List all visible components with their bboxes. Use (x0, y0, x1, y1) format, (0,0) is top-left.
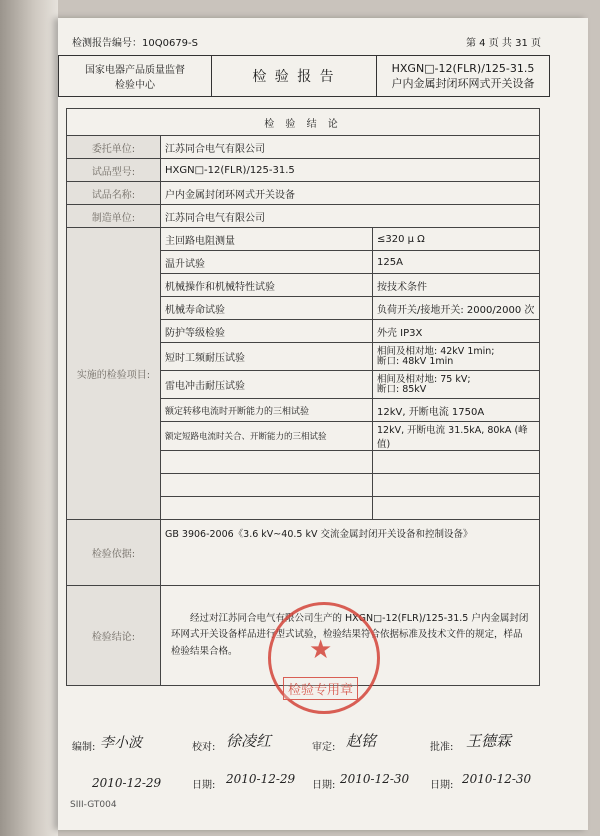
approved-label: 批准: (430, 742, 454, 753)
conclusion-label: 检验结论: (67, 586, 161, 686)
table-row: 委托单位: 江苏同合电气有限公司 (67, 136, 540, 159)
binding-edge (0, 0, 58, 836)
test-item-row: 实施的检验项目: 主回路电阻测量 ≤320 μ Ω (67, 228, 540, 251)
test-item-row: 机械寿命试验 负荷开关/接地开关: 2000/2000 次 (67, 297, 540, 320)
model-line-2: 户内金属封闭环网式开关设备 (391, 76, 535, 90)
model-line-1: HXGN□-12(FLR)/125-31.5 (391, 61, 535, 75)
basis-value: GB 3906-2006《3.6 kV~40.5 kV 交流金属封闭开关设备和控制设备》 (161, 520, 540, 586)
items-label: 实施的检验项目: (67, 228, 161, 520)
test-item-row: 机械操作和机械特性试验 按技术条件 (67, 274, 540, 297)
conclusion-table (66, 108, 540, 686)
checked-signature: 徐凌红 (226, 732, 272, 750)
reviewed-label: 审定: (312, 742, 336, 753)
prepared-date: 2010-12-29 (92, 776, 162, 790)
report-title: 检 验 报 告 (212, 56, 377, 97)
date-label: 日期: (430, 780, 454, 791)
basis-row (67, 520, 540, 586)
org-line-1: 国家电器产品质量监督 (85, 65, 185, 76)
date-label: 日期: (192, 780, 216, 791)
stamp-label: 检验专用章 (283, 677, 358, 700)
star-icon: ★ (309, 635, 333, 665)
checked-label: 校对: (192, 742, 216, 753)
table-row: 制造单位: 江苏同合电气有限公司 (67, 205, 540, 228)
table-row: 试品型号: HXGN□-12(FLR)/125-31.5 (67, 159, 540, 182)
prepared-label: 编制: (72, 742, 96, 753)
approved-signature: 王德霖 (466, 732, 512, 750)
basis-label: 检验依据: (67, 520, 161, 586)
org-name-cell (59, 56, 212, 97)
prepared-signature: 李小波 (100, 735, 142, 751)
model-cell (377, 56, 550, 97)
page-info: 第 4 页 共 31 页 (466, 38, 541, 49)
org-line-2: 检验中心 (115, 80, 155, 91)
test-item-row: 短时工频耐压试验 相间及相对地: 42kV 1min; 断口: 48kV 1min (67, 343, 540, 371)
test-item-row: 雷电冲击耐压试验 相间及相对地: 75 kV; 断口: 85kV (67, 371, 540, 399)
report-number: 检测报告编号：10Q0679-S (72, 38, 199, 49)
test-item-row: 额定转移电流时开断能力的三相试验 12kV, 开断电流 1750A (67, 399, 540, 422)
test-item-row: 额定短路电流时关合、开断能力的三相试验 12kV, 开断电流 31.5kA, 80kA (峰值) (67, 422, 540, 451)
footer-code: SIII-GT004 (70, 800, 117, 810)
table-row: 试品名称: 户内金属封闭环网式开关设备 (67, 182, 540, 205)
test-item-row: 防护等级检验 外壳 IP3X (67, 320, 540, 343)
conclusion-text: 经过对江苏同合电气有限公司生产的 HXGN□-12(FLR)/125-31.5 户内金属封闭环网式开关设备样品进行型式试验，检验结果符合依据标准及技术文件的规定，样品检验结果合格。 (161, 586, 540, 686)
date-label: 日期: (312, 780, 336, 791)
inspection-stamp (268, 602, 380, 714)
approved-date: 2010-12-30 (462, 772, 532, 786)
test-item-row: 温升试验 125A (67, 251, 540, 274)
table-title: 检 验 结 论 (67, 109, 540, 136)
reviewed-date: 2010-12-30 (340, 772, 410, 786)
report-header-table (58, 55, 550, 97)
checked-date: 2010-12-29 (226, 772, 296, 786)
reviewed-signature: 赵铭 (346, 732, 377, 750)
